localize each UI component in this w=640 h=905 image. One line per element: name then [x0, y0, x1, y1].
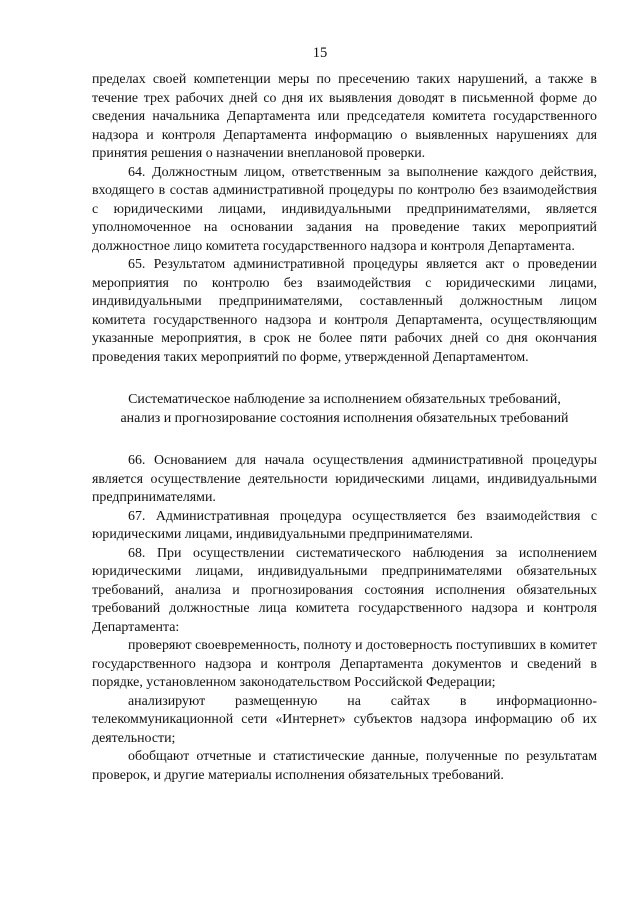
paragraph-66: 66. Основанием для начала осуществления административной процедуры является осуществление деятельности юридическими лицами, индивидуальными предпринимателями.	[92, 453, 597, 505]
paragraph-64: 64. Должностным лицом, ответственным за выполнение каждого действия, входящего в состав административной процедуры по контролю без взаимодействия с юридическими лицами, индивидуальными предпринимателями, является уполномоченное на основании задания на проведение таких мероприятий должностное лицо комитета государственного надзора и контроля Департамента.	[92, 164, 597, 254]
list-item-analyze-internet: анализируют размещенную на сайтах в информационно-телекоммуникационной сети «Интернет» субъектов надзора информацию об их деятельности;	[92, 693, 597, 746]
document-body	[92, 71, 597, 785]
paragraph-continuation: пределах своей компетенции меры по пресечению таких нарушений, а также в течение трех рабочих дней со дня их выявления доводят в письменной форме до сведения начальника Департамента или председателя комитета государственного надзора и контроля Департамента информацию о выявленных нарушениях для принятия решения о назначении внеплановой проверки.	[92, 72, 597, 161]
section-heading-line-2: анализ и прогнозирование состояния исполнения обязательных требований	[120, 410, 569, 426]
paragraph-68: 68. При осуществлении систематического наблюдения за исполнением юридическими лицами, индивидуальными предпринимателями обязательных требований, анализа и прогнозирования состояния исполнения обязательных требований должностные лица комитета государственного надзора и контроля Департамента:	[92, 545, 597, 635]
section-heading-line-1: Систематическое наблюдение за исполнением обязательных требований,	[128, 392, 561, 407]
list-item-summarize-reports: обобщают отчетные и статистические данные, полученные по результатам проверок, и другие материалы исполнения обязательных требований.	[92, 749, 597, 783]
paragraph-65: 65. Результатом административной процедуры является акт о проведении мероприятия по контролю без взаимодействия с юридическими лицами, индивидуальными предпринимателями, составленный должностным лицом комитета государственного надзора и контроля Департамента, осуществляющим указанные мероприятия, в срок не более пяти рабочих дней со дня окончания проведения таких мероприятий по форме, утвержденной Департаментом.	[92, 257, 597, 365]
page-number: 15	[312, 45, 328, 61]
list-item-check-documents: проверяют своевременность, полноту и достоверность поступивших в комитет государственного надзора и контроля Департамента документов и сведений в порядке, установленном законодательством Российской Федерации;	[92, 638, 597, 690]
section-heading	[92, 391, 597, 428]
paragraph-67: 67. Административная процедура осуществляется без взаимодействия с юридическими лицами, индивидуальными предпринимателями.	[92, 508, 597, 542]
